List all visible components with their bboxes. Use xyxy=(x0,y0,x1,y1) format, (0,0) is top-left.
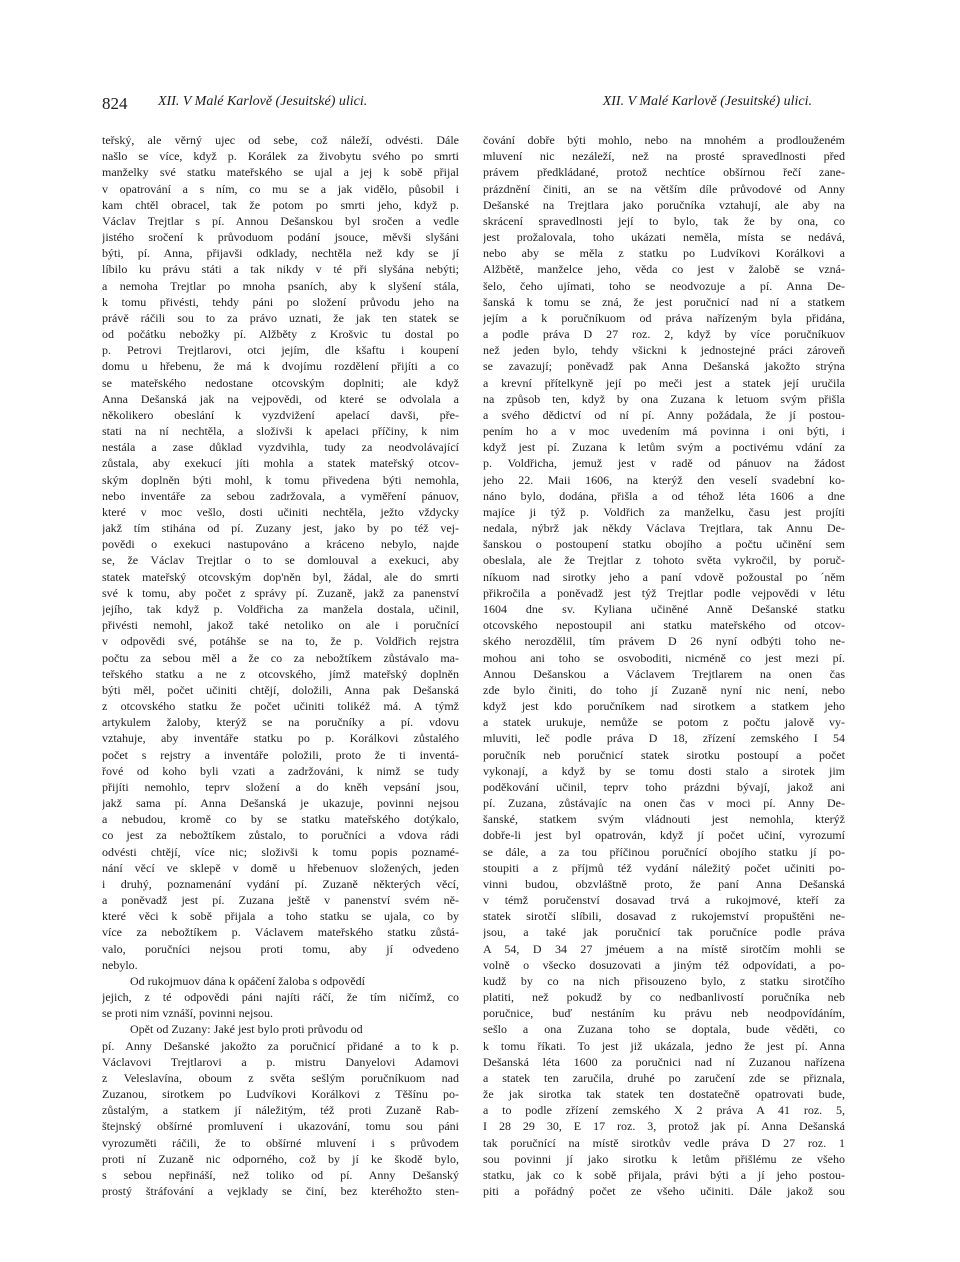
right-column-line: pí. Zuzana, zůstávajíc na onen čas v moci pí. Anny De- xyxy=(483,796,845,811)
left-column-line: nestála a zase důklad vyzdvihla, tudy za neodvolávající xyxy=(102,440,459,455)
left-column-line: a poněvadž jest pí. Zuzana ještě v panenství svém ně- xyxy=(102,893,459,908)
left-column-line: vyrozuměti ráčili, že to obšírné mluvení i s průvodem xyxy=(102,1135,459,1150)
right-column-line: náno bylo, dodána, přišla a od téhož léta 1606 a dne xyxy=(483,488,845,503)
left-column-line: jejich, z té odpovědi páni najíti ráčí, že tím ničímž, co xyxy=(102,990,459,1005)
left-column-line: co jest za nebožtíkem zůstalo, to poručníci a vdova rádi xyxy=(102,828,459,843)
left-column-line: odvésti chtějí, více nic; složivši k tomu popis poznamé- xyxy=(102,844,459,859)
right-column-line: šelo, čeho ujímati, toho se neodvozuje a pí. Anna De- xyxy=(483,278,845,293)
left-column-line: štejnský obšírné promluvení i ukazování, tomu sou páni xyxy=(102,1119,459,1134)
right-column-line: jejím a k poručníkuom od práva nařízeným byla přidána, xyxy=(483,310,845,325)
right-column-line: pením ho a v moc uvedením má povinna i oni býti, i xyxy=(483,424,845,439)
right-column-line: skrácení spravedlnosti její to bylo, tak že by ona, co xyxy=(483,213,845,228)
left-column-line: nání věcí ve sklepě v domě u hřebenuov složených, jeden xyxy=(102,860,459,875)
right-column-line: níkuom nad sirotky jeho a paní vdově požoustal po ´něm xyxy=(483,569,845,584)
left-column-line: prostý štráfování a vejklady se činí, bez kteréhožto sten- xyxy=(102,1184,459,1199)
left-column-line: přivésti nemohl, jakož také netoliko on ale i poručnící xyxy=(102,618,459,633)
left-column-line: p. Petrovi Trejtlarovi, otci jejím, dle kšaftu i koupení xyxy=(102,343,459,358)
right-column-line: že jak sirotka tak statek ten dostatečně opatrovati bude, xyxy=(483,1087,845,1102)
right-column-line: zde bylo činiti, do toho jí Zuzaně nyní nic není, nebo xyxy=(483,682,845,697)
right-column-line: poručnice, buď nestáním ku právu neb neodpovídáním, xyxy=(483,1006,845,1021)
right-column-line: mohou ani toho se osvoboditi, nicméně co jest mezi pí. xyxy=(483,650,845,665)
right-column-line: a statek ten zaručila, druhé po zaručení zde se přiznala, xyxy=(483,1070,845,1085)
right-column-line: statku, jak co k sobě přijala, právi býti a jí jeho postou- xyxy=(483,1168,845,1182)
right-column-line: jeho 22. Maii 1606, na kterýž den veselí svadební ko- xyxy=(483,472,845,487)
right-column-line: přikročila a poněvadž jest týž Trejtlar podle vejpovědi v létu xyxy=(483,585,845,600)
right-column-line: vinni budou, obzvláštně proto, že paní Anna Dešanská xyxy=(483,876,845,891)
left-column-line: které věci k sobě přijala a toho statku se ujala, co by xyxy=(102,909,459,924)
right-column-line: když jest pí. Zuzana k letům svým a poctivému vdání za xyxy=(483,440,845,455)
right-column-line: se dále, a za tou příčinou poručnící obojího statku jí po- xyxy=(483,844,845,859)
left-column-line: valo, poručníci nejsou proti tomu, aby jí odvedeno xyxy=(102,941,459,956)
right-column-line: piti a pořádný počet ze všeho učiniti. Dále jakož sou xyxy=(483,1184,845,1199)
running-title-left: XII. V Malé Karlově (Jesuitské) ulici. xyxy=(158,94,368,109)
left-column-line: býti, pí. Anna, přijavši odklady, nechtěla než kdy se jí xyxy=(102,246,459,261)
left-column-line: v odpovědi své, potáhše se na to, že p. Voldřich rejstra xyxy=(102,634,459,649)
right-column-line: kudž by co na nich přisouzeno bylo, z statku sirotčího xyxy=(483,973,845,988)
page-number: 824 xyxy=(102,94,128,113)
right-column-line: a svého dědictví od ní pí. Anny požádala, že jí postou- xyxy=(483,407,845,422)
left-column-line: Zuzanou, sirotkem po Ludvíkovi Korálkovi z Těšínu po- xyxy=(102,1087,459,1102)
left-column-line: Opět od Zuzany: Jaké jest bylo proti průvodu od xyxy=(130,1022,363,1037)
left-column-line: i druhý, poznamenání vydání pí. Zuzaně některých věcí, xyxy=(102,876,459,891)
left-column-line: líbilo ku právu státi a tak nikdy v té při slyšána nebýti; xyxy=(102,262,459,277)
left-column-line: právě ráčili sou to za právo uznati, že jak ten statek se xyxy=(102,310,459,325)
page-header xyxy=(102,94,812,118)
right-column-line: šanské, statkem svým vládnouti jest nemohla, kterýž xyxy=(483,812,845,827)
left-column-line: Václav Trejtlar s pí. Annou Dešanskou byl sročen a vedle xyxy=(102,213,459,228)
right-column-line: na způsob ten, když by ona Zuzana k letuom svým přišla xyxy=(483,391,845,406)
right-column-line: Annou Dešanskou a Václavem Trejtlarem na onen čas xyxy=(483,666,845,681)
right-column-line: k tomu říkati. To jest již ukázala, jedno že jest pí. Anna xyxy=(483,1038,845,1053)
right-column-line: dobře-li jest byl opatrován, když jí počet učiní, vyrozumí xyxy=(483,828,845,843)
left-column-line: počtu za sebou měl a že co za nebožtíkem zůstávalo ma- xyxy=(102,650,459,665)
left-column-line: stati na ní nechtěla, a složivši k apelaci příčiny, k nim xyxy=(102,424,459,439)
left-column-line: řové od koho byli vzati a zadržováni, k nimž se tudy xyxy=(102,763,459,778)
right-column-line: Alžbětě, manželce jeho, věda co jest v žalobě se vzná- xyxy=(483,262,845,277)
left-column-line: v opatrování a s ním, co mu se a jak vidělo, působil i xyxy=(102,181,459,196)
left-column-line: kam chtěl obracel, tak že potom po smrti jeho, když p. xyxy=(102,197,459,212)
right-column-line: statek sirotčí slíbili, dosavad z rukojemství propuštěni ne- xyxy=(483,909,845,924)
right-column-line: v témž poručenství dosavad trvá a rukojmové, kteří za xyxy=(483,893,845,908)
right-column-line: 1604 dne sv. Kyliana učiněné Anně Dešanské statku xyxy=(483,601,845,616)
right-column-line: ského nerozdělil, tím právem D 26 nyní odbýti toho ne- xyxy=(483,634,845,649)
left-column-line: teřského statku a ne z otcovského, jímž mateřský doplněn xyxy=(102,666,459,681)
left-column-line: se proti nim vznáší, povinni nejsou. xyxy=(102,1006,273,1021)
left-column-line: více za nebožtíkem p. Václavem mateřského statku zůstá- xyxy=(102,925,459,940)
left-column-line: jakž sama pí. Anna Dešanská je ukazuje, povinni nejsou xyxy=(102,796,459,811)
left-column-line: se, že Václav Trejtlar o to se domlouval a exekuci, aby xyxy=(102,553,459,568)
left-column-line: Václavovi Trejtlarovi a p. mistru Danyelovi Adamovi xyxy=(102,1054,459,1069)
right-column-line: vykonají, a když by se tomu dosti stalo a sirotek jim xyxy=(483,763,845,778)
right-column-line: a to podle zřízení zemského X 2 práva A 41 roz. 5, xyxy=(483,1103,845,1118)
left-column-line: domu u hřebenu, že má k dvojímu rozdělení přijíti a co xyxy=(102,359,459,374)
left-column-line: statek mateřský otcovským dop'něn byl, žádal, ale do smrti xyxy=(102,569,459,584)
left-column-line: Od rukojmuov dána k opáčení žaloba s odpovědí xyxy=(130,973,365,988)
right-column-line: šanská k tomu se zná, že jest poručnicí nad ní a statkem xyxy=(483,294,845,309)
right-column-line: stoupiti a z příjmů též vydání náležitý počet učiniti po- xyxy=(483,860,845,875)
right-column-line: mluvení nic nezáleží, než na prosté spravedlnosti před xyxy=(483,149,845,164)
left-column-line: z Veleslavína, oboum z světa sešlým poručníkuom nad xyxy=(102,1070,459,1085)
left-column-line: své k tomu, aby počet z správy pí. Zuzaně, jakž za panenství xyxy=(102,585,459,600)
right-column-line: I 28 29 30, E 17 roz. 3, protož jak pí. Anna Dešanská xyxy=(483,1119,845,1134)
right-column-line: Dešanské na Trejtlara jako poručníka vztahují, ale aby na xyxy=(483,197,845,212)
left-column-line: které v moc vešlo, dosti učiniti nechtěla, ježto vždycky xyxy=(102,504,459,519)
left-column-line: vztahuje, aby inventáře statku po p. Korálkovi zůstalého xyxy=(102,731,459,746)
left-column-line: z otcovského statku že počet učiniti tolikéž má. A týmž xyxy=(102,699,459,714)
left-column-line: artykulem žaloby, kterýž se na poručníky a pí. vdovu xyxy=(102,715,459,730)
right-column-line: když jest kdo poručníkem nad sirotkem a statkem jeho xyxy=(483,699,845,714)
right-column-line: p. Voldřicha, jemuž jest v radě od pánuov na žádost xyxy=(483,456,845,471)
left-column-line: jistého sročení k průvoduom podání jsouce, měvši slyšáni xyxy=(102,230,459,245)
right-column-line: majíce ji týž p. Voldřich za manželku, času jest projíti xyxy=(483,504,845,519)
left-column-line: jakž tím stihána od pí. Zuzany jest, jako by po též vej- xyxy=(102,521,459,536)
right-column-line: sešlo a ona Zuzana toho se doptala, bude věděti, co xyxy=(483,1022,845,1037)
left-column-line: nebylo. xyxy=(102,957,138,972)
right-column-line: poručník neb poručnicí statek sirotku postoupí a počet xyxy=(483,747,845,762)
right-column-line: jest prožalovala, toho ukázati neměla, místa se nedává, xyxy=(483,230,845,245)
right-column-line: platiti, než pokudž by co nedbanlivostí poručníka neb xyxy=(483,990,845,1005)
right-column-line: nebo aby se měla z statku po Ludvíkovi Korálkovi a xyxy=(483,246,845,261)
right-column-line: poděkování učinil, teprv toho prázdni bývají, jakož ani xyxy=(483,779,845,794)
right-column-line: volně o všecko dosuzovati a jiným též odpovídati, a po- xyxy=(483,957,845,972)
right-column-line: se zavazují; poněvadž pak Anna Dešanská jakožto strýna xyxy=(483,359,845,374)
left-column-line: proti ní Zuzaně nic odporného, což by jí ke škodě bylo, xyxy=(102,1151,459,1166)
left-column-line: k tomu přivésti, tehdy páni po složení průvodu jeho na xyxy=(102,294,459,309)
text-column-left xyxy=(102,132,459,1212)
right-column-line: a statek urukuje, nemůže se potom z počtu jalově vy- xyxy=(483,715,845,730)
right-column-line: a krevní přítelkyně její po meči jest a statek její uručila xyxy=(483,375,845,390)
right-column-line: prázdnění činiti, an se na větším díle průvodové od Anny xyxy=(483,181,845,196)
right-column-line: otcovského nepostoupil ani statku mateřského od otcov- xyxy=(483,618,845,633)
right-column-line: než jeden bylo, tehdy všickni k jednostejné práci zároveň xyxy=(483,343,845,358)
left-column-line: několikero obeslání k vyzdvižení apelací davši, pře- xyxy=(102,407,459,422)
left-column-line: ským doplněn býti mohl, k tomu přivedena býti nemohla, xyxy=(102,472,459,487)
left-column-line: teřský, ale věrný ujec od sebe, což náleží, odvésti. Dále xyxy=(102,133,459,147)
left-column-line: a nemoha Trejtlar po mnoha psaních, aby k slyšení stála, xyxy=(102,278,459,293)
right-column-line: čování dobře býti mohlo, nebo na mnohém a prodlouženém xyxy=(483,133,845,147)
running-title-right: XII. V Malé Karlově (Jesuitské) ulici. xyxy=(602,94,812,109)
right-column-line: mluviti, leč podle práva D 18, zřízení zemského I 54 xyxy=(483,731,845,746)
left-column-line: zůstala, aby exekucí jíti mohla a statek mateřský otcov- xyxy=(102,456,459,471)
left-column-line: jejího, tak když p. Voldřicha za manžela dostala, učinil, xyxy=(102,601,459,616)
right-column-line: nedala, nýbrž jak někdy Václava Trejtlara, tak Annu De- xyxy=(483,521,845,536)
left-column-line: a nebudou, kromě co by se statku mateřského dotýkalo, xyxy=(102,812,459,827)
right-column-line: obeslala, ale že Trejtlar z tohoto světa vykročil, by poruč- xyxy=(483,553,845,568)
text-column-right xyxy=(483,132,845,1212)
left-column-line: manželky své statku mateřského se ujal a jej k sobě přijal xyxy=(102,165,459,180)
right-column-line: jsou, a také jak poručnicí tak poručníce podle práva xyxy=(483,925,845,940)
right-column-line: tak poručnící na místě sirotkův vedle práva D 27 roz. 1 xyxy=(483,1135,845,1150)
right-column-line: právem předkládané, protož nechtíce obšírnou řečí zane- xyxy=(483,165,845,180)
left-column-line: našlo se více, když p. Korálek za živobytu svého po smrti xyxy=(102,149,459,164)
right-column-line: šanskou o postoupení statku obojího a počtu učinění sem xyxy=(483,537,845,552)
left-column-line: přijíti nemohlo, teprv složení a do kněh vepsání jsou, xyxy=(102,779,459,794)
left-column-line: nebo inventáře za sebou zadržovala, a vyměření pánuov, xyxy=(102,488,459,503)
right-column-line: A 54, D 34 27 jméuem a na místě sirotčím mohli se xyxy=(483,941,845,956)
left-column-line: zůstalým, a statkem jí náležitým, též proti Zuzaně Rab- xyxy=(102,1103,459,1118)
right-column-line: a podle práva D 27 roz. 2, když by více poručníkuov xyxy=(483,327,845,342)
right-column-line: sou povinni jí jako sirotku k letům přišlému ze všeho xyxy=(483,1151,845,1166)
left-column-line: s sebou nepřináší, než toliko od pí. Anny Dešanský xyxy=(102,1168,459,1182)
left-column-line: býti měl, počet učiniti chtějí, doložili, Anna pak Dešanská xyxy=(102,682,459,697)
left-column-line: Anna Dešanská jak na vejpovědi, od které se odvolala a xyxy=(102,391,459,406)
left-column-line: se mateřského nedostane otcovským doplniti; ale když xyxy=(102,375,459,390)
left-column-line: od počátku nebožky pí. Alžběty z Krošvic tu dostal po xyxy=(102,327,459,342)
left-column-line: počet s rejstry a inventáře položili, proto že ti inventá- xyxy=(102,747,459,762)
left-column-line: povědi o exekuci nastupováno a kráceno nebylo, najde xyxy=(102,537,459,552)
left-column-line: pí. Anny Dešanské jakožto za poručnicí přidané a to k p. xyxy=(102,1038,459,1053)
right-column-line: Dešanská léta 1600 za poručnici nad ní Zuzanou nařízena xyxy=(483,1054,845,1069)
